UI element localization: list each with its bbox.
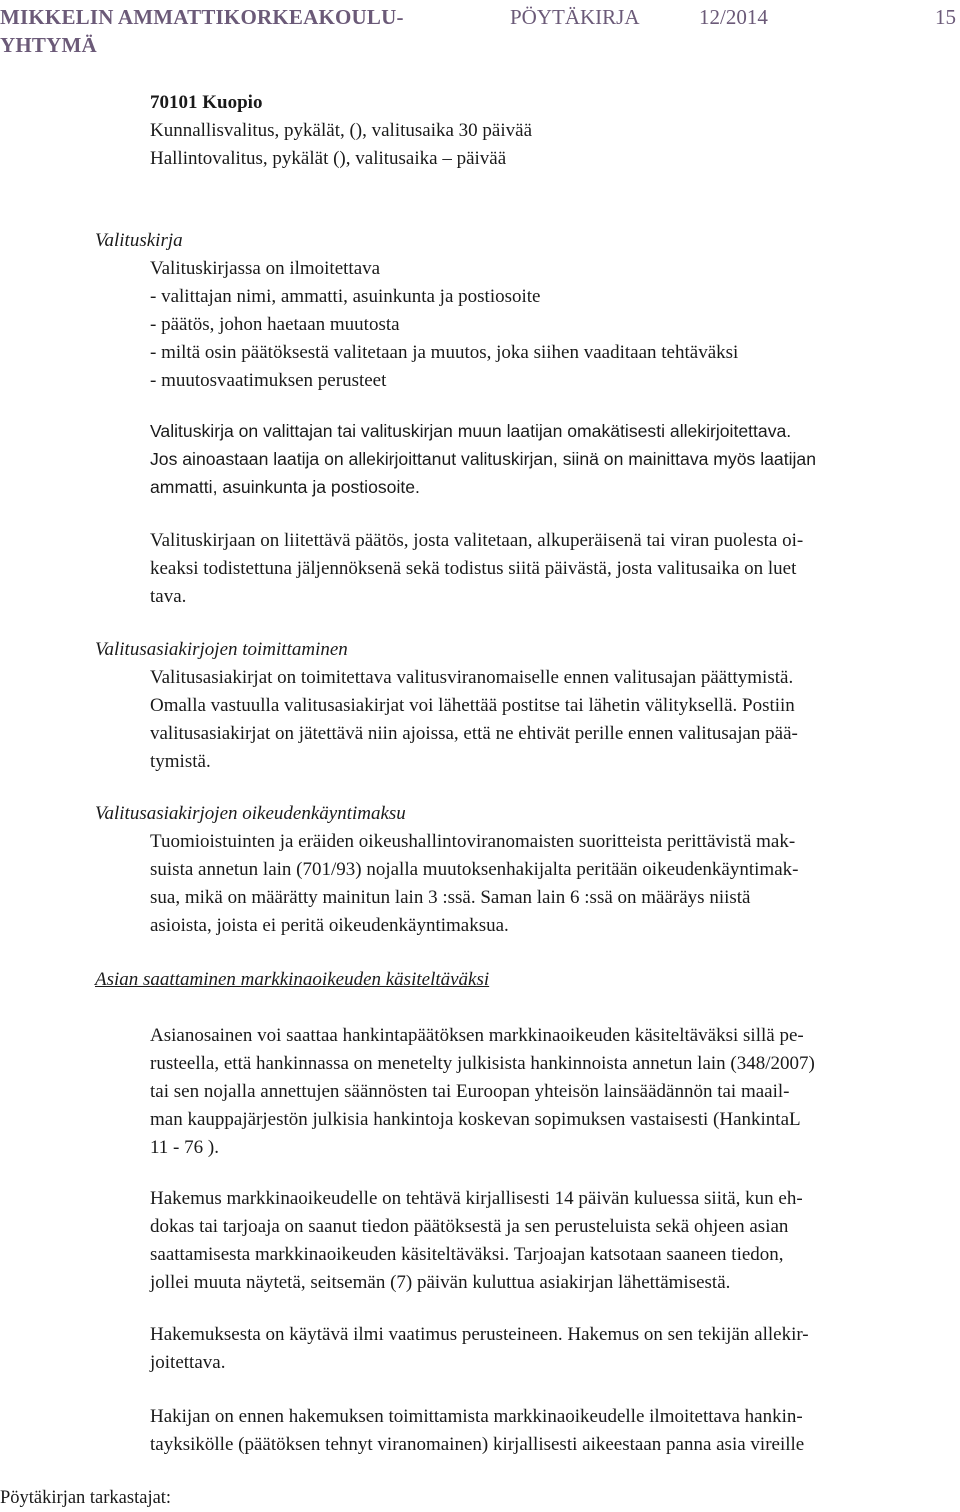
- markkinaoikeus-paragraph-3: Hakemuksesta on käytävä ilmi vaatimus perusteineen. Hakemus on sen tekijän allekir- joitettava.: [150, 1324, 809, 1373]
- section-heading-toimittaminen: Valitusasiakirjojen toimittaminen: [95, 639, 348, 660]
- list-item: - miltä osin päätöksestä valitetaan ja muutos, joka siihen vaaditaan tehtäväksi: [150, 342, 739, 363]
- markkinaoikeus-paragraph-2: Hakemus markkinaoikeudelle on tehtävä kirjallisesti 14 päivän kuluessa siitä, kun eh- dokas tai tarjoaja on saanut tiedon päätöksestä ja sen perusteluista sekä ohjeen asian saattamisesta markkinaoikeuden käsiteltäväksi. Tarjoajan katsotaan saaneen tiedon, jollei muuta näytetä, seitsemän (7) päivän kuluttua asiakirjan lähettämisestä.: [150, 1188, 803, 1293]
- page-header: [0, 3, 960, 63]
- document-type: PÖYTÄKIRJA: [510, 5, 640, 29]
- maksu-paragraph: Tuomioistuinten ja eräiden oikeushallintoviranomaisten suoritteista perittävistä mak- suista annetun lain (701/93) nojalla muutoksenhakijalta peritään oikeudenkäyntimak- sua, mikä on määrätty mainitun lain 3 :ssä. Saman lain 6 :ssä on määräys niistä asioista, joista ei peritä oikeudenkäyntimaksua.: [150, 831, 799, 936]
- appeal-info: [150, 89, 532, 173]
- list-item: - päätös, johon haetaan muutosta: [150, 314, 400, 335]
- list-item: Valituskirjassa on ilmoitettava: [150, 258, 381, 279]
- markkinaoikeus-paragraph-1: Asianosainen voi saattaa hankintapäätöksen markkinaoikeuden käsiteltäväksi sillä pe- rusteella, että hankinnassa on menetelty julkisista hankinnoista annetun lain (348/2007) tai sen nojalla annettujen säännösten tai Euroopan yhteisön lainsäädännön tai maail- man kauppajärjestön julkisia hankintoja koskevan sopimuksen vastaisesti (HankintaL 11 - 76 ).: [150, 1025, 815, 1158]
- page-number: 15: [935, 5, 956, 29]
- footer-reviewers-label: Pöytäkirjan tarkastajat:: [0, 1488, 172, 1508]
- appeal-line-municipal: Kunnallisvalitus, pykälät, (), valitusaika 30 päivää: [150, 120, 533, 141]
- appeal-place: 70101 Kuopio: [150, 92, 263, 113]
- valituskirja-paragraph-2: Valituskirjaan on liitettävä päätös, josta valitetaan, alkuperäisenä tai viran puolesta oi- keaksi todistettuna jäljennöksenä sekä todistus siitä päivästä, josta valitusaika on luet tava.: [150, 530, 804, 607]
- organization-name-line1: MIKKELIN AMMATTIKORKEAKOULU-: [0, 5, 404, 29]
- organization-name-line2: YHTYMÄ: [0, 33, 97, 57]
- list-item: - valittajan nimi, ammatti, asuinkunta ja postiosoite: [150, 286, 541, 307]
- valituskirja-paragraph-1: Valituskirja on valittajan tai valituskirjan muun laatijan omakätisesti allekirjoitettava. Jos ainoastaan laatija on allekirjoittanut valituskirjan, siinä on mainittava myös laatijan ammatti, asuinkunta ja postiosoite.: [150, 421, 816, 497]
- organization-name: [0, 3, 404, 59]
- toimittaminen-paragraph: Valitusasiakirjat on toimitettava valitusviranomaiselle ennen valitusajan päättymistä. Omalla vastuulla valitusasiakirjat voi lähettää postitse tai lähetin välityksellä. Postiin valitusasiakirjat on jätettävä niin ajoissa, että ne ehtivät perille ennen valitusajan pää- tymistä.: [150, 667, 798, 772]
- valituskirja-list: [150, 255, 738, 395]
- markkinaoikeus-paragraph-4: Hakijan on ennen hakemuksen toimittamista markkinaoikeudelle ilmoitettava hankin- tayksikölle (päätöksen tehnyt viranomainen) kirjallisesti aikeestaan panna asia vireille: [150, 1406, 805, 1455]
- list-item: - muutosvaatimuksen perusteet: [150, 370, 387, 391]
- section-heading-maksu: Valitusasiakirjojen oikeudenkäyntimaksu: [95, 803, 406, 824]
- appeal-line-administrative: Hallintovalitus, pykälät (), valitusaika – päivää: [150, 148, 507, 169]
- section-heading-markkinaoikeus: Asian saattaminen markkinaoikeuden käsiteltäväksi: [95, 969, 490, 990]
- document-number: 12/2014: [699, 5, 768, 29]
- section-heading-valituskirja: Valituskirja: [95, 230, 183, 251]
